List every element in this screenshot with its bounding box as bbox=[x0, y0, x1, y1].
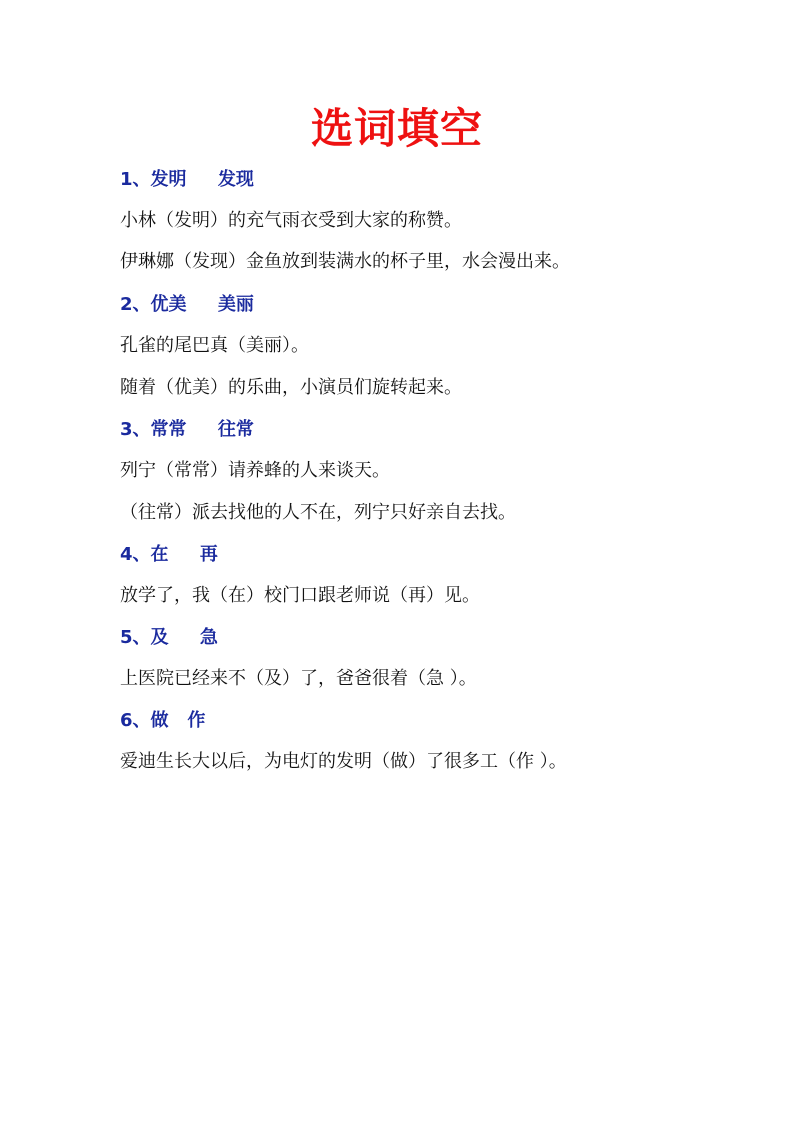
section-heading-1: 1、发明 发现 bbox=[120, 169, 254, 190]
section-heading-5: 5、及 急 bbox=[120, 627, 218, 648]
section-3-line-2: （往常）派去找他的人不在，列宁只好亲自去找。 bbox=[120, 502, 516, 523]
section-2-line-2: 随着（优美）的乐曲，小演员们旋转起来。 bbox=[120, 377, 462, 398]
section-heading-4: 4、在 再 bbox=[120, 544, 218, 565]
page-title: 选词填空 bbox=[310, 104, 483, 153]
section-5-line-1: 上医院已经来不（及）了，爸爸很着（急 ）。 bbox=[120, 668, 477, 689]
section-2-line-1: 孔雀的尾巴真（美丽）。 bbox=[120, 335, 309, 356]
section-1-line-2: 伊琳娜（发现）金鱼放到装满水的杯子里，水会漫出来。 bbox=[120, 251, 570, 272]
section-heading-3: 3、常常 往常 bbox=[120, 419, 254, 440]
section-heading-6: 6、做 作 bbox=[120, 710, 206, 731]
section-heading-2: 2、优美 美丽 bbox=[120, 294, 254, 315]
section-1-line-1: 小林（发明）的充气雨衣受到大家的称赞。 bbox=[120, 210, 462, 231]
section-6-line-1: 爱迪生长大以后，为电灯的发明（做）了很多工（作 ）。 bbox=[120, 751, 567, 772]
section-3-line-1: 列宁（常常）请养蜂的人来谈天。 bbox=[120, 460, 390, 481]
section-4-line-1: 放学了，我（在）校门口跟老师说（再）见。 bbox=[120, 585, 480, 606]
